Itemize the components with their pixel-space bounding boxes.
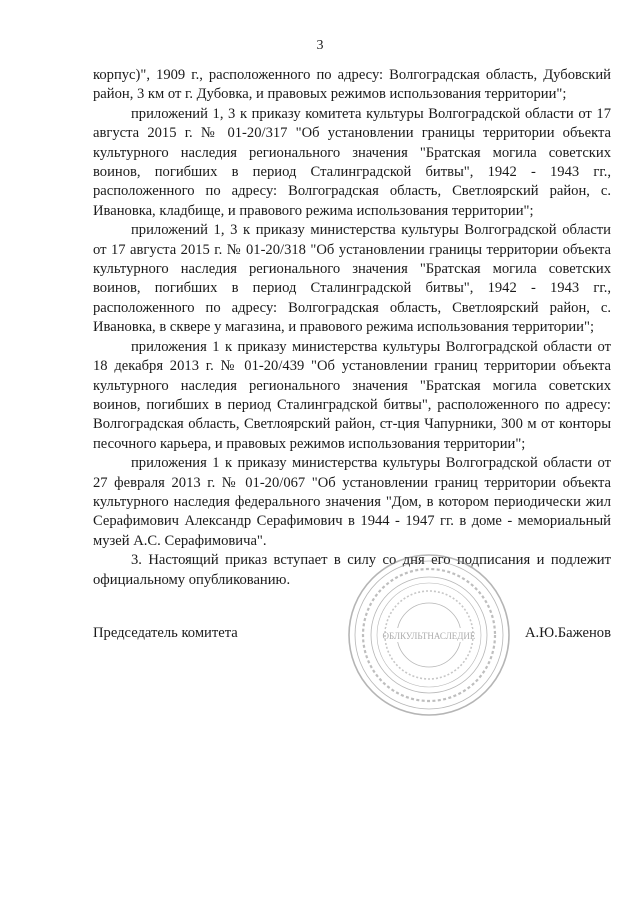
signatory-name: А.Ю.Баженов (524, 625, 611, 641)
paragraph-5: приложения 1 к приказу министерства культуры Волгоградской области от 27 февраля 2013 г. № 01-20/067 "Об установлении границ территории объекта культурного наследия федерального значения "Дом, в котором периодически жил Серафимович Александр Серафимович в 1944 - 1947 гг. в доме - мемориальный музей А.С. Серафимовича". (93, 455, 611, 549)
seal-center-text: ОБЛКУЛЬТНАСЛЕДИЕ (382, 631, 476, 641)
paragraph-3: приложений 1, 3 к приказу министерства культуры Волгоградской области от 17 августа 2015 г. № 01-20/318 "Об установлении границы территории объекта культурного наследия регионального значения "Братская могила советских воинов, погибших в период Сталинградской битвы", 1942 - 1943 гг., расположенного по адресу: Волгоградская область, Светлоярский район, с. Ивановка, в сквере у магазина, и правового режима использования территории"; (93, 222, 611, 336)
paragraph-2: приложений 1, 3 к приказу комитета культуры Волгоградской области от 17 августа 2015 г. № 01-20/317 "Об установлении границы территории объекта культурного наследия регионального значения "Братская могила советских воинов, погибших в период Сталинградской битвы", 1942 - 1943 гг., расположенного по адресу: Волгоградская область, Светлоярский район, с. Ивановка, кладбище, и правового режима использования территории"; (93, 105, 611, 219)
paragraph-1: корпус)", 1909 г., расположенного по адресу: Волгоградская область, Дубовский район, 3 км от г. Дубовка, и правовых режимов использования территории"; (93, 67, 611, 103)
page-number: 3 (316, 38, 324, 53)
document-body (93, 66, 611, 590)
paragraph-6: 3. Настоящий приказ вступает в силу со дня его подписания и подлежит официальному опубликованию. (93, 552, 611, 588)
signatory-title: Председатель комитета (93, 625, 238, 641)
signature-block (93, 624, 611, 644)
paragraph-4: приложения 1 к приказу министерства культуры Волгоградской области от 18 декабря 2013 г. № 01-20/439 "Об установлении границ территории объекта культурного наследия регионального значения "Братская могила советских воинов, погибших в период Сталинградской битвы", расположенного по адресу: Волгоградская область, Светлоярский район, ст-ция Чапурники, 300 м от конторы песочного карьера, и правовых режимов использования территории"; (93, 338, 611, 452)
